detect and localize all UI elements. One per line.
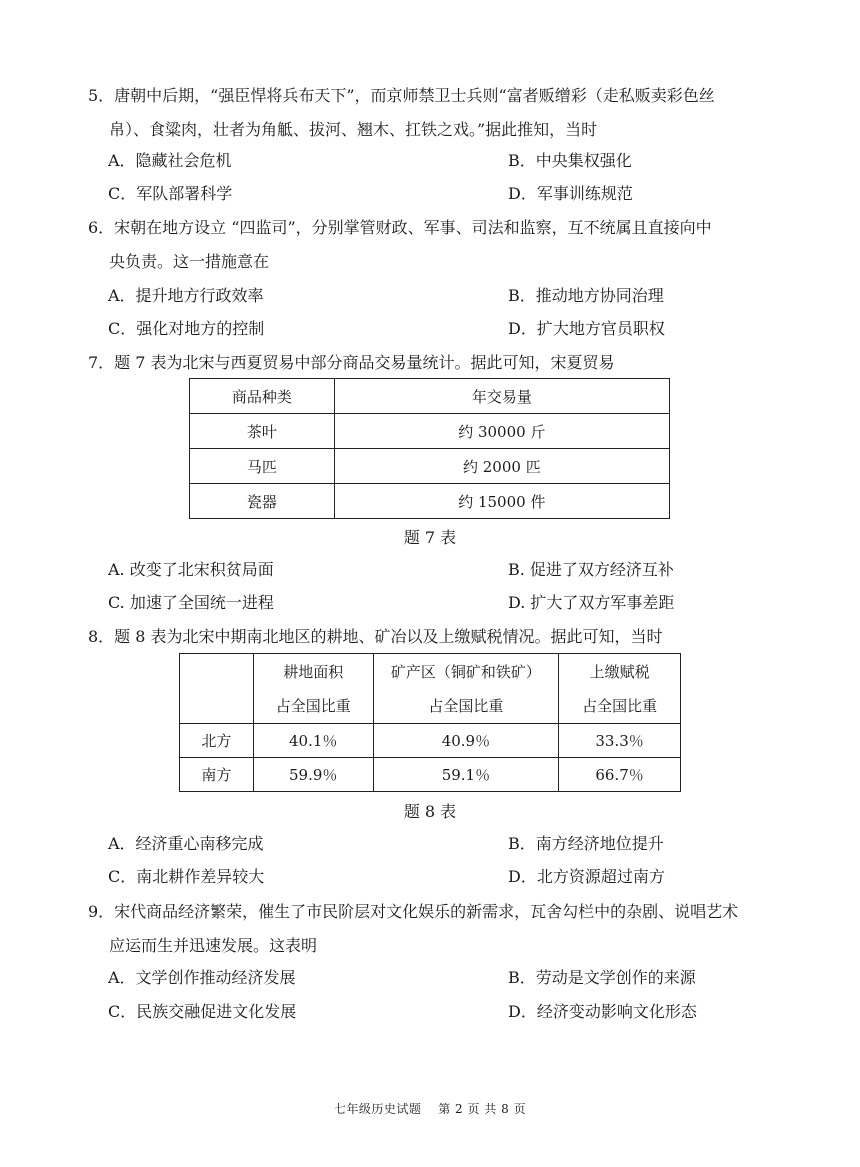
table-cell: 北方 [180,724,254,758]
question-9-option-c: C．民族交融促进文化发展 [108,1002,297,1021]
table-header-cell-empty [180,654,254,724]
table-cell: 马匹 [190,449,335,484]
table-cell: 40.1％ [253,724,373,758]
header-line: 耕地面积 [283,662,344,681]
table-header-cell [559,654,681,724]
question-8-option-a: A．经济重心南移完成 [108,834,264,853]
table-cell: 约 2000 匹 [334,449,669,484]
table-header-cell [253,654,373,724]
question-8-stem: 8．题 8 表为北宋中期南北地区的耕地、矿冶以及上缴赋税情况。据此可知，当时 [88,627,663,646]
question-6-option-a: A．提升地方行政效率 [108,286,264,305]
table-header-cell: 年交易量 [334,379,669,414]
question-6-option-d: D．扩大地方官员职权 [508,319,665,338]
table-row [190,414,670,449]
question-5-option-a: A．隐藏社会危机 [108,151,232,170]
table-header-cell: 商品种类 [190,379,335,414]
question-7-option-b: B. 促进了双方经济互补 [508,560,674,579]
table-header-cell [373,654,559,724]
question-6-option-b: B．推动地方协同治理 [508,286,664,305]
question-8-table-caption: 题 8 表 [403,802,457,821]
question-5-stem-line1: 5．唐朝中后期，“强臣悍将兵布天下”，而京师禁卫士兵则“富者贩缯彩（走私贩卖彩色丝 [88,86,715,105]
question-9 [88,895,788,963]
table-cell: 约 30000 斤 [334,414,669,449]
header-line: 占全国比重 [582,696,658,715]
question-5 [88,79,788,147]
table-cell: 南方 [180,758,254,792]
question-8-option-b: B．南方经济地位提升 [508,834,664,853]
question-6 [88,211,788,279]
table-cell: 约 15000 件 [334,484,669,519]
question-8-option-c: C．南北耕作差异较大 [108,867,265,886]
question-5-option-b: B．中央集权强化 [508,151,632,170]
question-6-stem-line1: 6．宋朝在地方设立 “四监司”，分别掌管财政、军事、司法和监察，互不统属且直接向中 [88,218,712,237]
question-7-option-a: A. 改变了北宋积贫局面 [108,560,274,579]
question-8-option-d: D．北方资源超过南方 [508,867,665,886]
question-5-option-d: D．军事训练规范 [508,184,633,203]
table-row [190,484,670,519]
question-9-stem-line1: 9．宋代商品经济繁荣，催生了市民阶层对文化娱乐的新需求，瓦舍勾栏中的杂剧、说唱艺术 [88,902,739,921]
table-cell: 瓷器 [190,484,335,519]
question-7-option-d: D. 扩大了双方军事差距 [508,593,675,612]
question-6-option-c: C．强化对地方的控制 [108,319,265,338]
question-8-table [179,653,681,792]
table-header-row [180,654,681,724]
header-line: 占全国比重 [275,696,351,715]
table-cell: 66.7％ [559,758,681,792]
question-7-option-c: C. 加速了全国统一进程 [108,593,274,612]
question-9-stem-line2: 应运而生并迅速发展。这表明 [109,936,318,955]
page-footer: 七年级历史试题 第 2 页 共 8 页 [333,1102,527,1116]
table-row [180,724,681,758]
table-cell: 59.9％ [253,758,373,792]
question-9-option-b: B．劳动是文学创作的来源 [508,968,696,987]
table-cell: 40.9％ [373,724,559,758]
question-7-stem: 7．题 7 表为北宋与西夏贸易中部分商品交易量统计。据此可知，宋夏贸易 [88,353,615,372]
question-9-option-d: D．经济变动影响文化形态 [508,1002,697,1021]
question-5-option-c: C．军队部署科学 [108,184,233,203]
question-7 [88,346,788,380]
table-row [180,758,681,792]
table-header-row [190,379,670,414]
question-7-table-caption: 题 7 表 [403,528,457,547]
question-9-option-a: A．文学创作推动经济发展 [108,968,296,987]
question-5-stem-line2: 帛）、食粱肉，壮者为角觝、拔河、翘木、扛铁之戏。”据此推知，当时 [109,120,598,139]
header-line: 矿产区（铜矿和铁矿） [390,662,541,681]
table-cell: 33.3％ [559,724,681,758]
question-7-table [189,378,670,519]
table-row [190,449,670,484]
question-6-stem-line2: 央负责。这一措施意在 [109,252,270,271]
question-8 [88,620,788,654]
header-line: 上缴赋税 [589,662,650,681]
table-cell: 59.1％ [373,758,559,792]
header-line: 占全国比重 [428,696,504,715]
table-cell: 茶叶 [190,414,335,449]
